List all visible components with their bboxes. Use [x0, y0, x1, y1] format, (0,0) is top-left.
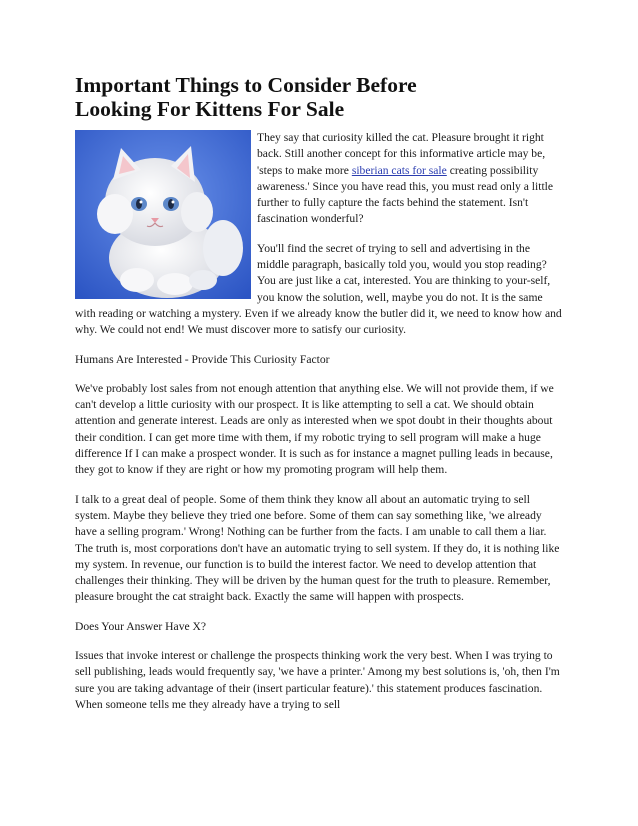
- body-paragraph-5: Issues that invoke interest or challenge the prospects thinking work the very best. When I was trying to sell publishing, leads would frequently say, 'we have a printer.' Among my best solutions is, 'oh, then I'm sure you are taking advantage of their (insert particular feature).' this statement produces fascination. When someone tells me they already have a trying to sell: [75, 649, 560, 711]
- body-paragraph-3: We've probably lost sales from not enough attention that anything else. We will not provide them, if we can't develop a little curiosity with our prospect. It is like attempting to sell a cat. We should obtain attention and generate interest. Leads are only as interested when we spot doubt in their thoughts about their condition. I can get more time with them, if my robotic trying to sell program will make a huge difference If I can make a prospect wonder. It is such as for instance a magnet pulling leads in because, they got to know if they are right or how my promoting program will help them.: [75, 381, 554, 477]
- section-heading-answer: Does Your Answer Have X?: [75, 619, 207, 633]
- intro-paragraph-2: You'll find the secret of trying to sell and advertising in the middle paragraph, basically told you, would you stop reading? You are just like a cat, interested. You are thinking to your-self, you know the solution, well, maybe you do not. It is the same with reading or watching a mystery. Even if we already know the butler did it, we need to know how and why. We could not end! We must discover more to satisfy our curiosity.: [75, 241, 562, 337]
- document-page: [75, 73, 565, 726]
- intro-paragraph-1: They say that curiosity killed the cat. Pleasure brought it right back. Still another concept for this informative article may be, 'steps to make more siberian cats for sale creating possibility awareness.' Since you have read this, you must read only a little further to fully capture the facts behind the statement. Isn't fascination wonderful?: [257, 131, 554, 226]
- siberian-cats-link[interactable]: siberian cats for sale: [351, 163, 447, 177]
- title-line-1: Important Things to Consider Before: [75, 73, 417, 97]
- body-paragraph-4: I talk to a great deal of people. Some of them think they know all about an automatic trying to sell system. Maybe they believe they tried one before. Some of them can say something like, 'we already have a selling program.' Wrong! Nothing can be further from the facts. I am unable to call them a liar. The truth is, most corporations don't have an automatic trying to sell system. If they do, it is nothing like my system. In revenue, our function is to build the interest factor. We need to develop attention that challenges their thinking. They will be driven by the human quest for the truth to pleasure. Remember, pleasure brought the cat straight back. Exactly the same will happen with prospects.: [75, 492, 560, 604]
- kitten-image: [75, 130, 251, 299]
- article-title: [75, 73, 565, 121]
- section-heading-curiosity: Humans Are Interested - Provide This Curiosity Factor: [75, 352, 330, 366]
- kitten-photo: [75, 130, 251, 299]
- title-line-2: Looking For Kittens For Sale: [75, 97, 345, 121]
